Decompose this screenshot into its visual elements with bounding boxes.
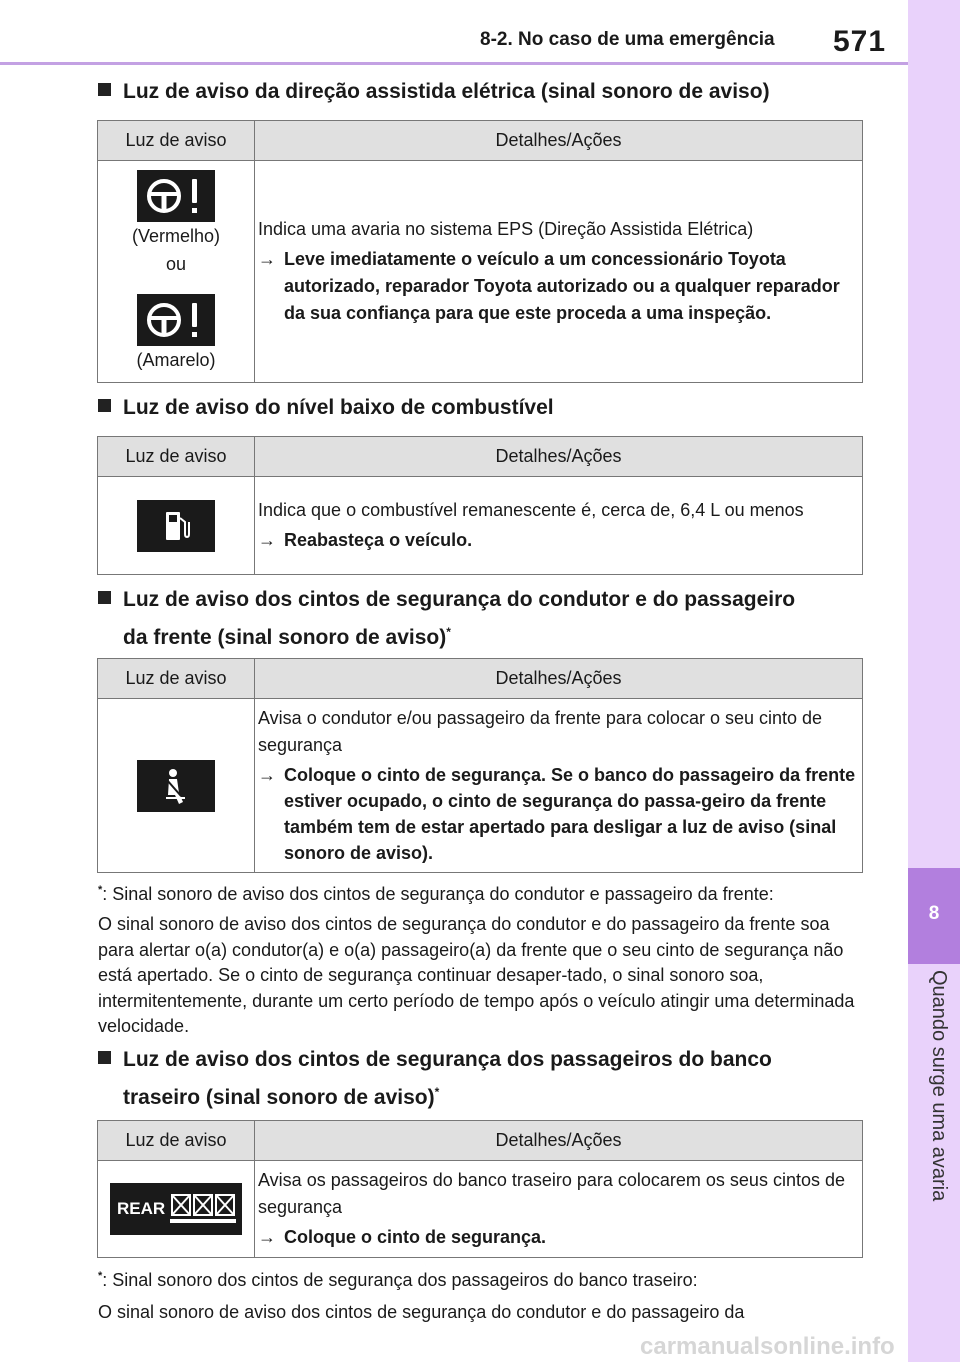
footnote-rear (98, 1264, 698, 1293)
action-text: Coloque o cinto de segurança. Se o banco do passageiro da frente estiver ocupado, o cinto de segurança do passa-geiro da frente também tem de estar apertado para desligar a luz de aviso (sinal sonoro de aviso). (284, 765, 856, 863)
section-heading-front-seatbelt (98, 584, 795, 654)
footnote-marker: * (434, 1085, 440, 1099)
heading-text-line2: traseiro (sinal sonoro de aviso) (123, 1086, 435, 1109)
table-row (98, 1161, 863, 1258)
column-header-details: Detalhes/Ações (255, 659, 863, 699)
action-item (258, 1224, 858, 1251)
arrow-icon: → (258, 530, 276, 550)
watermark: carmanualsonline.info (640, 1333, 895, 1360)
table-row (98, 477, 863, 575)
details-cell (255, 699, 863, 873)
table-header-row (98, 659, 863, 699)
table-row (98, 161, 863, 383)
fuel-warning-table (97, 436, 863, 575)
warning-light-cell (98, 477, 255, 575)
details-text: Avisa os passageiros do banco traseiro para colocarem os seus cintos de segurança (258, 1170, 845, 1217)
heading-text-line1: Luz de aviso dos cintos de segurança do condutor e do passageiro (123, 588, 796, 611)
label-red: (Vermelho) (131, 225, 221, 246)
heading-text: Luz de aviso da direção assistida elétrica (sinal sonoro de aviso) (123, 80, 770, 103)
table-header-row (98, 121, 863, 161)
bullet-square-icon (98, 399, 111, 412)
heading-text-line1: Luz de aviso dos cintos de segurança dos passageiros do banco (123, 1048, 772, 1071)
arrow-icon: → (258, 1227, 276, 1247)
bullet-square-icon (98, 83, 111, 96)
section-heading-eps (98, 76, 770, 108)
rear-icon-text: REAR (117, 1199, 166, 1218)
chapter-side-tab (908, 0, 960, 1362)
page-number: 571 (833, 25, 887, 58)
warning-light-cell (98, 161, 255, 383)
details-text: Indica que o combustível remanescente é, cerca de, 6,4 L ou menos (258, 500, 804, 520)
footnote-text: : Sinal sonoro de aviso dos cintos de segurança do condutor e passageiro da frente: (102, 884, 774, 904)
action-item (258, 246, 858, 327)
section-title: 8-2. No caso de uma emergência (480, 29, 775, 50)
warning-light-cell (98, 1161, 255, 1258)
chapter-number: 8 (928, 903, 940, 924)
section-heading-fuel (98, 392, 554, 424)
arrow-icon: → (258, 765, 276, 785)
table-header-row (98, 1121, 863, 1161)
column-header-light: Luz de aviso (98, 1121, 255, 1161)
heading-text-line2: da frente (sinal sonoro de aviso) (123, 626, 447, 649)
action-text: Coloque o cinto de segurança. (284, 1227, 547, 1247)
fuel-pump-icon (137, 500, 215, 552)
column-header-light: Luz de aviso (98, 121, 255, 161)
footnote-marker: * (98, 884, 103, 896)
label-or: ou (165, 253, 187, 274)
heading-text: Luz de aviso do nível baixo de combustível (123, 396, 554, 419)
table-row (98, 699, 863, 873)
column-header-details: Detalhes/Ações (255, 437, 863, 477)
label-amber: (Amarelo) (136, 349, 216, 370)
chapter-title: Quando surge uma avaria (928, 970, 950, 1202)
details-text: Avisa o condutor e/ou passageiro da frente para colocar o seu cinto de segurança (258, 708, 823, 755)
warning-light-cell (98, 699, 255, 873)
section-heading-rear-seatbelt (98, 1044, 772, 1114)
footnote-marker: * (446, 625, 451, 639)
details-cell (255, 161, 863, 383)
bullet-square-icon (98, 1051, 111, 1064)
header-divider (0, 62, 908, 65)
details-cell (255, 477, 863, 575)
rear-seatbelt-warning-table (97, 1120, 863, 1258)
eps-warning-table (97, 120, 863, 383)
column-header-light: Luz de aviso (98, 659, 255, 699)
rear-seatbelt-icon (110, 1183, 242, 1235)
table-header-row (98, 437, 863, 477)
arrow-icon: → (258, 249, 276, 269)
footnote-paragraph: O sinal sonoro de aviso dos cintos de segurança do condutor e do passageiro da frente soa para alertar o(a) condutor(a) e o(a) passageiro(a) da frente que o seu cinto de segurança não está apertado. Se o cinto de segurança continuar desaper-tado, o sinal sonoro soa, intermitentemente, durante um certo período de tempo após o veículo atingir uma determinada velocidade. (98, 914, 855, 1036)
seatbelt-icon (137, 760, 215, 812)
column-header-details: Detalhes/Ações (255, 121, 863, 161)
footnote-front (98, 878, 774, 907)
details-cell (255, 1161, 863, 1258)
action-text: Leve imediatamente o veículo a um concessionário Toyota autorizado, reparador Toyota autorizado ou a qualquer reparador da sua confiança para que este proceda a uma inspeção. (284, 249, 840, 323)
bullet-square-icon (98, 591, 111, 604)
footnote-marker: * (98, 1270, 103, 1282)
steering-warning-icon (137, 294, 215, 346)
front-seatbelt-warning-table (97, 658, 863, 873)
action-item (258, 527, 858, 554)
column-header-details: Detalhes/Ações (255, 1121, 863, 1161)
column-header-light: Luz de aviso (98, 437, 255, 477)
footnote-text: : Sinal sonoro dos cintos de segurança dos passageiros do banco traseiro: (102, 1270, 698, 1290)
footnote-paragraph: O sinal sonoro de aviso dos cintos de segurança do condutor e do passageiro da (98, 1302, 745, 1322)
action-text: Reabasteça o veículo. (284, 530, 473, 550)
action-item (258, 762, 858, 866)
details-text: Indica uma avaria no sistema EPS (Direção Assistida Elétrica) (258, 219, 754, 239)
steering-warning-icon (137, 170, 215, 222)
